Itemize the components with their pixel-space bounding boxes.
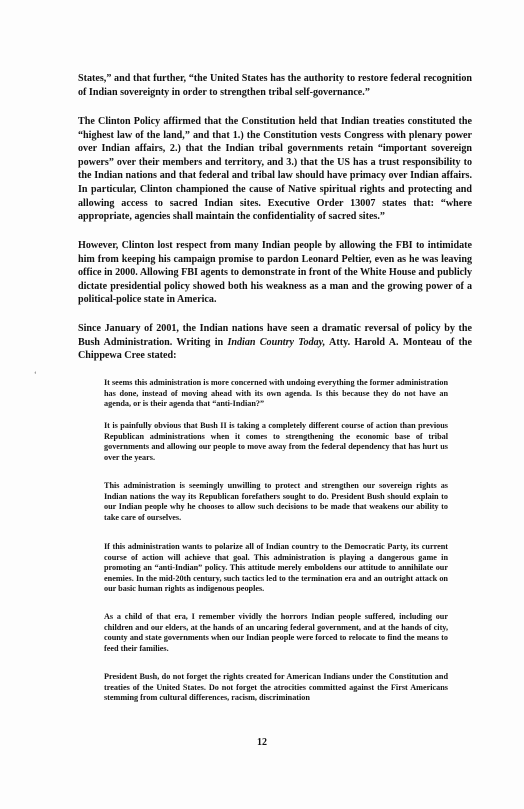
paragraph-4-lead: Since January of 2001, the Indian nations have seen a dramatic reversal of policy by the Bush Administration. Writing in bbox=[78, 323, 472, 348]
publication-title: Indian Country Today, bbox=[227, 336, 326, 348]
paragraph-4-tail: Atty. Harold A. Monteau of the Chippewa Cree stated: bbox=[78, 336, 473, 362]
page-number: 12 bbox=[257, 737, 267, 748]
margin-tick-mark: ‘ bbox=[34, 370, 37, 379]
quote-paragraph-3: This administration is seemingly unwilling to protect and strengthen our sovereign rights as Indian nations the way its Republican forefathers sought to do. President Bush should explain to our Indian people why he chooses to allow such decisions to be made that weakens our ability to take care of ourselves. bbox=[104, 481, 448, 522]
paragraph-4 bbox=[78, 322, 472, 363]
quote-paragraph-2: It is painfully obvious that Bush II is taking a completely different course of action than previous Republican administrations when it comes to strengthening the economic base of tribal governments and allowing our people to move away from the federal dependency that has hurt us over the years. bbox=[104, 421, 448, 462]
paragraph-2: The Clinton Policy affirmed that the Constitution held that Indian treaties constituted the “highest law of the land,” and that 1.) the Constitution vests Congress with plenary power over Indian affairs, 2.) that the Indian tribal governments retain “important sovereign powers” over their members and territory, and 3.) that the US has a trust responsibility to the Indian nations and that federal and tribal law should have primacy over Indian affairs. In particular, Clinton championed the cause of Native spiritual rights and protecting and allowing access to sacred Indian sites. Executive Order 13007 states that: “where appropriate, agencies shall maintain the confidentiality of sacred sites.” bbox=[78, 116, 472, 223]
quote-paragraph-5: As a child of that era, I remember vividly the horrors Indian people suffered, including our children and our elders, at the hands of an uncaring federal government, and at the hands of city, county and state governments when our Indian people were forced to relocate to find the means to feed their families. bbox=[104, 612, 448, 653]
paragraph-1: States,” and that further, “the United States has the authority to restore federal recognition of Indian sovereignty in order to strengthen tribal self-governance.” bbox=[78, 73, 472, 98]
quote-paragraph-4: If this administration wants to polarize all of Indian country to the Democratic Party, its current course of action will achieve that goal. This administration is playing a dangerous game in promoting an “anti-Indian” policy. This attitude merely emboldens our attitude to annihilate our enemies. In the mid-20th century, such tactics led to the termination era and an outright attack on our basic human rights as indigenous peoples. bbox=[104, 542, 448, 594]
quote-paragraph-1: It seems this administration is more concerned with undoing everything the former administration has done, instead of moving ahead with its own agenda. Is this because they do not have an agenda, or is their agenda that “anti-Indian?” bbox=[104, 378, 448, 409]
paragraph-3: However, Clinton lost respect from many Indian people by allowing the FBI to intimidate him from keeping his campaign promise to pardon Leonard Peltier, even as he was leaving office in 2000. Allowing FBI agents to demonstrate in front of the White House and publicly dictate presidential policy showed both his weakness as a man and the growing power of a political-police state in America. bbox=[78, 240, 472, 306]
quote-paragraph-6: President Bush, do not forget the rights created for American Indians under the Constitution and treaties of the United States. Do not forget the atrocities committed against the First Americans stemming from cultural differences, racism, discrimination bbox=[104, 672, 448, 703]
